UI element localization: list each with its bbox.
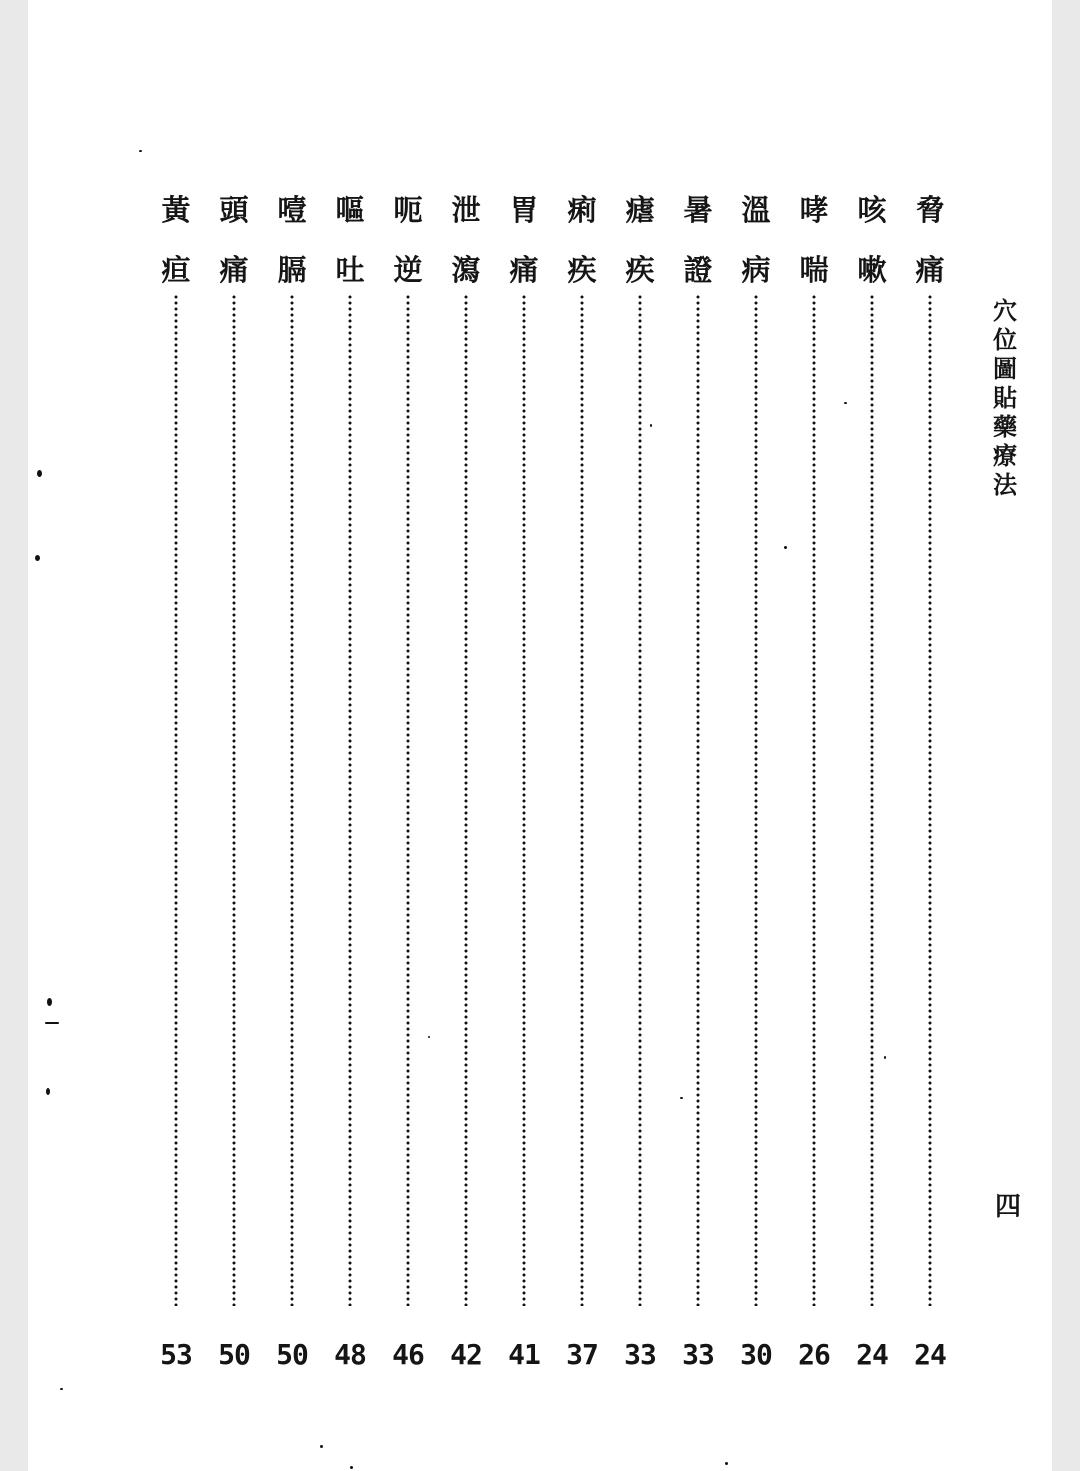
entry-title-char: 泄 — [451, 193, 481, 227]
scan-speck — [139, 150, 142, 152]
toc-entry — [205, 193, 263, 1376]
entry-title-char: 病 — [741, 253, 771, 287]
running-head-char: 貼 — [993, 383, 1017, 412]
entry-title-char: 吐 — [335, 253, 365, 287]
toc-entry — [379, 193, 437, 1376]
entry-page-number: 24 — [856, 1338, 888, 1371]
toc-entry — [263, 193, 321, 1376]
entry-title-char: 溫 — [741, 193, 771, 227]
scan-speck — [320, 1445, 323, 1448]
running-head-char: 療 — [993, 441, 1017, 470]
entry-title-char: 咳 — [857, 193, 887, 227]
entry-title-char: 呃 — [393, 193, 423, 227]
entry-title-char: 頭 — [219, 193, 249, 227]
entry-title-char: 哮 — [799, 193, 829, 227]
running-head-char: 圖 — [993, 354, 1017, 383]
dot-leader — [348, 294, 352, 1306]
entry-title-char: 疾 — [625, 253, 655, 287]
entry-page-number: 50 — [218, 1338, 250, 1371]
toc-entry — [437, 193, 495, 1376]
toc-entry — [321, 193, 379, 1376]
scan-speck — [35, 555, 40, 561]
entry-title-char: 黃 — [161, 193, 191, 227]
running-head-char: 位 — [993, 325, 1017, 354]
running-head-char: 法 — [993, 470, 1017, 499]
entry-title-char: 嗽 — [857, 253, 887, 287]
dot-leader — [754, 294, 758, 1306]
running-head-char: 穴 — [993, 296, 1017, 325]
scan-speck — [844, 402, 847, 404]
entry-title-char: 痛 — [915, 253, 945, 287]
dot-leader — [638, 294, 642, 1306]
scan-speck — [47, 998, 52, 1006]
scan-speck — [784, 546, 787, 549]
entry-page-number: 26 — [798, 1338, 830, 1371]
toc-entry — [495, 193, 553, 1376]
scan-speck — [46, 1088, 50, 1095]
entry-title-char: 疸 — [161, 253, 191, 287]
entry-page-number: 37 — [566, 1338, 598, 1371]
scan-speck — [650, 424, 652, 427]
entry-page-number: 50 — [276, 1338, 308, 1371]
scan-speck — [725, 1462, 728, 1465]
entry-title-char: 疾 — [567, 253, 597, 287]
entry-page-number: 30 — [740, 1338, 772, 1371]
entry-title-char: 瀉 — [451, 253, 481, 287]
dot-leader — [232, 294, 236, 1306]
folio: 四 — [994, 1192, 1021, 1222]
entry-title-char: 嘔 — [335, 193, 365, 227]
dot-leader — [522, 294, 526, 1306]
dot-leader — [812, 294, 816, 1306]
toc-entry — [843, 193, 901, 1376]
toc-entry — [147, 193, 205, 1376]
running-head-char: 藥 — [993, 412, 1017, 441]
toc-entry — [785, 193, 843, 1376]
entry-title-char: 膈 — [277, 253, 307, 287]
entry-page-number: 46 — [392, 1338, 424, 1371]
entry-title-char: 喘 — [799, 253, 829, 287]
entry-page-number: 48 — [334, 1338, 366, 1371]
entry-title-char: 噎 — [277, 193, 307, 227]
dot-leader — [580, 294, 584, 1306]
running-head — [990, 296, 1020, 499]
dot-leader — [696, 294, 700, 1306]
entry-title-char: 瘧 — [625, 193, 655, 227]
entry-title-char: 痛 — [219, 253, 249, 287]
scan-speck — [428, 1036, 430, 1038]
entry-title-char: 逆 — [393, 253, 423, 287]
scan-speck — [884, 1056, 886, 1059]
entry-title-char: 暑 — [683, 193, 713, 227]
entry-page-number: 41 — [508, 1338, 540, 1371]
toc-entry — [553, 193, 611, 1376]
book-page — [28, 0, 1052, 1471]
entry-page-number: 53 — [160, 1338, 192, 1371]
scan-speck — [60, 1388, 63, 1390]
scan-speck — [37, 470, 42, 477]
entry-title-char: 胃 — [509, 193, 539, 227]
entry-title-char: 痛 — [509, 253, 539, 287]
dot-leader — [464, 294, 468, 1306]
entry-page-number: 24 — [914, 1338, 946, 1371]
entry-title-char: 脅 — [915, 193, 945, 227]
dot-leader — [290, 294, 294, 1306]
entry-title-char: 痢 — [567, 193, 597, 227]
scan-speck — [680, 1097, 683, 1099]
entry-page-number: 42 — [450, 1338, 482, 1371]
toc-entry — [611, 193, 669, 1376]
dot-leader — [406, 294, 410, 1306]
entry-page-number: 33 — [624, 1338, 656, 1371]
toc-entry — [901, 193, 959, 1376]
entry-page-number: 33 — [682, 1338, 714, 1371]
scan-speck — [45, 1022, 59, 1024]
scan-speck — [350, 1466, 353, 1469]
toc-entry — [727, 193, 785, 1376]
dot-leader — [174, 294, 178, 1306]
dot-leader — [870, 294, 874, 1306]
entry-title-char: 證 — [683, 253, 713, 287]
toc-entry — [669, 193, 727, 1376]
dot-leader — [928, 294, 932, 1306]
